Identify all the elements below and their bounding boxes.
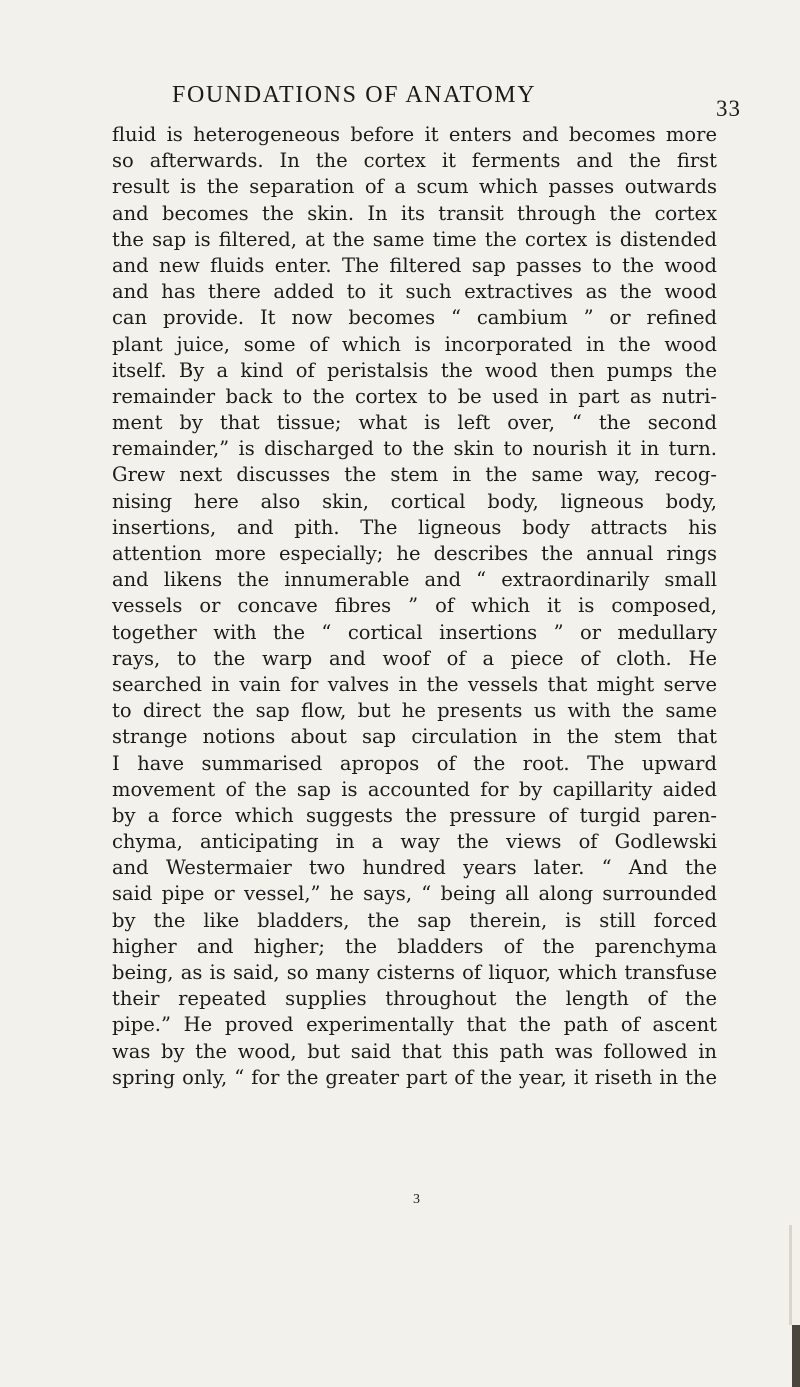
page-number: 33 bbox=[716, 96, 741, 121]
text-line: being, as is said, so many cisterns of liquor, which transfuse bbox=[112, 961, 717, 984]
page-edge-mark bbox=[792, 1325, 800, 1387]
page-edge-shadow bbox=[789, 1225, 792, 1325]
running-head-title: FOUNDATIONS OF ANATOMY bbox=[172, 82, 537, 108]
text-line: chyma, anticipating in a way the views of Godlewski bbox=[112, 830, 717, 854]
text-line: nising here also skin, cortical body, ligneous body, bbox=[112, 489, 717, 513]
body-text bbox=[112, 122, 717, 1091]
text-line: strange notions about sap circulation in the stem that bbox=[112, 725, 717, 749]
signature-mark: 3 bbox=[413, 1192, 420, 1207]
text-line: and new fluids enter. The filtered sap passes to the wood bbox=[112, 253, 717, 277]
text-line: remainder,” is discharged to the skin to nourish it in turn. bbox=[112, 437, 717, 461]
text-line: itself. By a kind of peristalsis the wood then pumps the bbox=[112, 358, 717, 382]
text-line: remainder back to the cortex to be used in part as nutri- bbox=[112, 384, 717, 408]
text-line: said pipe or vessel,” he says, “ being all along surrounded bbox=[112, 882, 717, 906]
text-line: ment by that tissue; what is left over, “ the second bbox=[112, 411, 717, 435]
text-line: spring only, “ for the greater part of the year, it riseth in the bbox=[112, 1065, 717, 1089]
text-line: by a force which suggests the pressure of turgid paren- bbox=[112, 803, 717, 827]
text-line: by the like bladders, the sap therein, is still forced bbox=[112, 908, 717, 932]
text-line: I have summarised apropos of the root. The upward bbox=[112, 751, 717, 775]
text-line: attention more especially; he describes the annual rings bbox=[112, 542, 717, 565]
text-line: plant juice, some of which is incorporated in the wood bbox=[112, 332, 717, 356]
text-line: insertions, and pith. The ligneous body attracts his bbox=[112, 515, 717, 539]
text-line: was by the wood, but said that this path was followed in bbox=[112, 1039, 717, 1063]
text-line: to direct the sap flow, but he presents us with the same bbox=[112, 699, 717, 723]
text-line: can provide. It now becomes “ cambium ” or refined bbox=[112, 306, 717, 330]
text-line: searched in vain for valves in the vessels that might serve bbox=[112, 672, 717, 696]
text-line: rays, to the warp and woof of a piece of cloth. He bbox=[112, 646, 717, 670]
text-line: together with the “ cortical insertions ” or medullary bbox=[112, 620, 717, 644]
text-line: movement of the sap is accounted for by capillarity aided bbox=[112, 777, 717, 801]
text-line: higher and higher; the bladders of the parenchyma bbox=[112, 934, 717, 958]
text-line: and becomes the skin. In its transit through the cortex bbox=[112, 201, 717, 225]
text-line: and has there added to it such extractives as the wood bbox=[112, 280, 717, 304]
text-line: pipe.” He proved experimentally that the path of ascent bbox=[112, 1013, 717, 1037]
text-line: fluid is heterogeneous before it enters and becomes more bbox=[112, 123, 717, 146]
text-line: vessels or concave fibres ” of which it is composed, bbox=[112, 594, 717, 618]
text-line: the sap is filtered, at the same time the cortex is distended bbox=[112, 227, 717, 251]
text-line: result is the separation of a scum which passes outwards bbox=[112, 175, 717, 199]
text-line: so afterwards. In the cortex it ferments and the first bbox=[112, 149, 717, 173]
text-line: Grew next discusses the stem in the same way, recog- bbox=[112, 463, 717, 487]
text-line: and likens the innumerable and “ extraordinarily small bbox=[112, 568, 717, 592]
text-line: and Westermaier two hundred years later. “ And the bbox=[112, 856, 717, 880]
text-line: their repeated supplies throughout the length of the bbox=[112, 987, 717, 1011]
